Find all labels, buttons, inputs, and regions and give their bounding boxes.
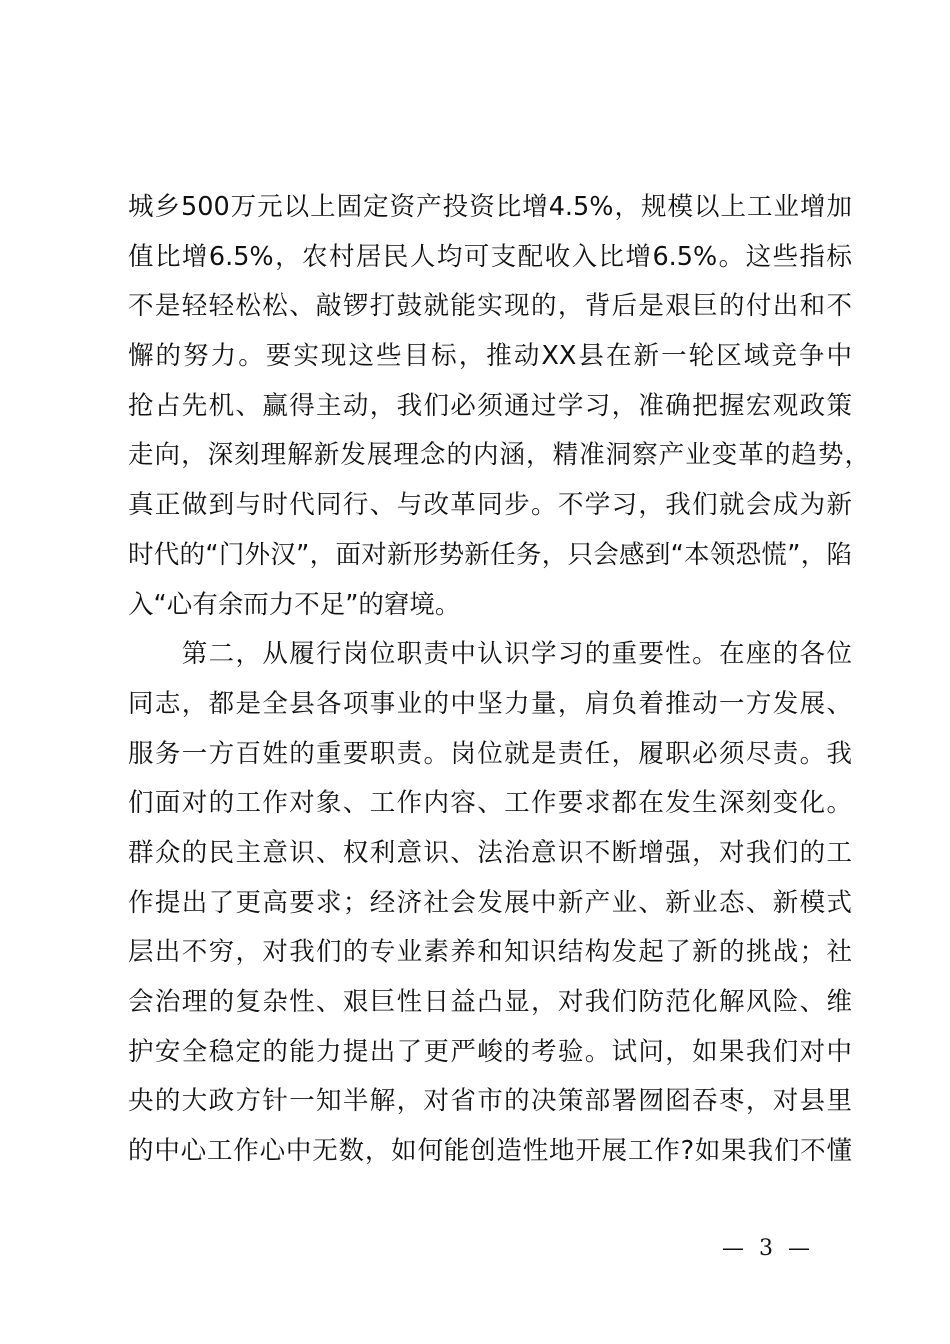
text-line: 同志，都是全县各项事业的中坚力量，肩负着推动一方发展、 bbox=[128, 688, 852, 719]
text-line: 懈的努力。要实现这些目标，推动XX县在新一轮区域竞争中 bbox=[128, 341, 852, 372]
page-number: — 3 — bbox=[722, 1236, 814, 1261]
text-line: 抢占先机、赢得主动，我们必须通过学习，准确把握宏观政策 bbox=[128, 390, 852, 421]
text-line: 值比增6.5%，农村居民人均可支配收入比增6.5%。这些指标 bbox=[128, 241, 852, 272]
text-line: 作提出了更高要求；经济社会发展中新产业、新业态、新模式 bbox=[128, 887, 852, 918]
text-line: 群众的民主意识、权利意识、法治意识不断增强，对我们的工 bbox=[128, 837, 852, 868]
text-line: 时代的“门外汉”，面对新形势新任务，只会感到“本领恐慌”，陷 bbox=[128, 539, 852, 570]
paragraph-start-line: 第二，从履行岗位职责中认识学习的重要性。在座的各位 bbox=[128, 639, 852, 670]
text-line: 的中心工作心中无数，如何能创造性地开展工作?如果我们不懂 bbox=[128, 1136, 852, 1167]
text-line: 服务一方百姓的重要职责。岗位就是责任，履职必须尽责。我 bbox=[128, 738, 852, 769]
text-line: 会治理的复杂性、艰巨性日益凸显，对我们防范化解风险、维 bbox=[128, 987, 852, 1017]
text-line: 不是轻轻松松、敲锣打鼓就能实现的，背后是艰巨的付出和不 bbox=[128, 291, 852, 322]
document-body bbox=[128, 188, 870, 1182]
text-line: 层出不穷，对我们的专业素养和知识结构发起了新的挑战；社 bbox=[128, 937, 852, 968]
text-line: 走向，深刻理解新发展理念的内涵，精准洞察产业变革的趋势， bbox=[128, 440, 870, 471]
text-line: 真正做到与时代同行、与改革同步。不学习，我们就会成为新 bbox=[128, 490, 852, 521]
text-line: 护安全稳定的能力提出了更严峻的考验。试问，如果我们对中 bbox=[128, 1036, 852, 1067]
text-line: 城乡500万元以上固定资产投资比增4.5%，规模以上工业增加 bbox=[128, 192, 852, 222]
text-line: 央的大政方针一知半解，对省市的决策部署囫囵吞枣，对县里 bbox=[128, 1086, 852, 1117]
text-line: 们面对的工作对象、工作内容、工作要求都在发生深刻变化。 bbox=[128, 788, 852, 819]
text-line: 入“心有余而力不足”的窘境。 bbox=[128, 589, 461, 620]
